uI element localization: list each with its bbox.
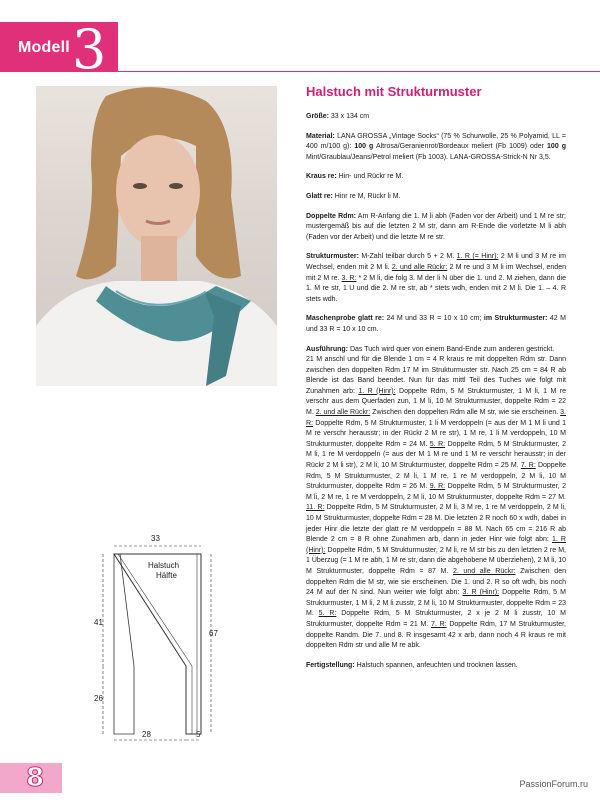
material-paragraph: Material: LANA GROSSA „Vintage Socks“ (75 % Schurwolle, 25 % Polyamid, LL = 400 m/100 g): 100 g Altrosa/Geranienrot/Bordeaux meliert (Fb 1009) oder 100 g Mint/Graublau/Jeans/Petrol meliert (Fb 1003). LANA-GROSSA-Strick-N Nr 3,5. — [306, 132, 566, 161]
glatt-paragraph: Glatt re: Hinr re M, Rückr li M. — [306, 192, 401, 200]
model-header — [0, 18, 118, 81]
dim-top-width: 33 — [151, 534, 160, 543]
page-number: 8 — [26, 763, 45, 793]
dim-bottom-right: 5 — [196, 730, 201, 739]
finishing-paragraph: Fertigstellung: Halstuch spannen, anfeuchten und trocknen lassen. — [306, 661, 518, 669]
dim-left-lower: 26 — [94, 694, 103, 703]
size-paragraph: Größe: 33 x 134 cm — [306, 113, 370, 120]
schematic-diagram — [96, 526, 236, 746]
diagram-label-2: Hälfte — [156, 571, 177, 580]
page-number-tab — [0, 763, 62, 793]
model-label: Modell — [18, 39, 70, 56]
model-number: 3 — [72, 18, 107, 81]
execution-steps: 21 M anschl und für die Blende 1 cm = 4 R kraus re mit doppelten Rdm str. Dann zwischen den doppelten Rdm 17 M im Strukturmuster str. Nach 25 cm = 84 R ab Blende ist das Band beendet. Nun für das mittl Teil des Tuches wie folgt mit Zunahmen arb: 1. R (Hinr): Doppelte Rdm, 5 M Strukturmuster, 1 M li, 1 M re verschr aus dem Querfaden zun, 1 M li, 10 M Strukturmuster, doppelte Rdm = 22 M. 2. und alle Rückr: Zwischen den doppelten Rdm alle M str, wie sie erscheinen. 3. R: Doppelte Rdm, 5 M Strukturmuster, 1 li M verdoppeln (= aus der M 1 M li und 1 M re verschr herausstr; in der Rückr 2 M re str), 1 M re, 1 li M verdoppeln, 10 M Strukturmuster, doppelte Rdm = 24 M. 5. R: Doppelte Rdm, 5 M Strukturmuster, 2 M li, 1 re M verdoppeln (= aus der M 1 M re und 1 M re verschr herausstr; in der Rückr 2 M li str), 2 M li, 10 M Strukturmuster, doppelte Rdm = 25 M. 7. R: Doppelte Rdm, 5 M Strukturmuster, 2 M li, 1 M re, 1 re M verdoppeln, 2 M li, 10 M Strukturmuster, doppelte Rdm = 26 M. 9. R: Doppelte Rdm, 5 M Strukturmuster, 2 M li, 2 M re, 1 re M verdoppeln, 2 M li, 10 M Strukturmuster, doppelte Rdm = 27 M. 11. R: Doppelte Rdm, 5 M Strukturmuster, 2 M li, 3 M re, 1 re M verdoppeln, 2 M li, 10 M Strukturmuster, doppelte Rdm = 28 M. Die letzten 2 R noch 60 x wdh, dabei in jeder Hinr die letzte der glatt re M verdoppeln = 88 M. Nach 65 cm = 216 R ab Blende 2 cm = 8 R ohne Zunahmen arb, dann in jeder Hinr wie folgt abn: 1. R (Hinr): Doppelte Rdm, 5 M Strukturmuster, 2 M li, re M str bis zu den letzten 2 re M, 1 Überzug (= 1 M re abh, 1 M re str, dann die abgehobene M überziehen), 2 M li, 10 M Strukturmuster, doppelte Rdm = 87 M. 2. und alle Rückr: Zwischen den doppelten Rdm die M str, wie sie erscheinen. Die 1. und 2. R so oft wdh, bis noch 24 M auf der N sind. Nun weiter wie folgt abn: 3. R (Hinr): Doppelte Rdm, 5 M Strukturmuster, 1 M li, 2 M li zusstr, 2 M li, 10 M Strukturmuster, doppelte Rdm = 23 M. 5. R: Doppelte Rdm, 5 M Strukturmuster, 2 x je 2 M li zusstr, 10 M Strukturmuster, doppelte Rdm = 21 M. 7. R: Doppelte Rdm, 17 M Strukturmuster, doppelte Randm. Die 7. und 8. R insgesamt 42 x arb, dann noch 4 R kraus re mit doppelten Rdm str und alle M re abk. — [306, 356, 567, 650]
gauge-paragraph: Maschenprobe glatt re: 24 M und 33 R = 10 x 10 cm; im Strukturmuster: 42 M und 33 R = 10 x 10 cm. — [306, 315, 567, 333]
model-photo — [36, 86, 277, 386]
execution-paragraph: Ausführung: Das Tuch wird quer von einem Band-Ende zum anderen gestrickt. — [306, 345, 555, 353]
dim-bottom-left: 28 — [142, 730, 151, 739]
watermark: PassionForum.ru — [519, 779, 588, 789]
pattern-paragraph: Strukturmuster: M-Zahl teilbar durch 5 + 2 M. 1. R (= Hinr): 2 M li und 3 M re im Wechsel, enden mit 2 M li. 2. und alle Rückr: 2 M re und 3 M li im Wechsel, enden mit 2 M re. 3. R: * 2 M li, die folg 3. M der li N über die 1. und 2. M ziehen, dann die 1. M re str, 1 U und die 2. M re str, ab * stets wdh, enden mit 2 M li. Die 1. – 4. R stets wdh. — [306, 253, 566, 303]
pattern-title: Halstuch mit Strukturmuster — [306, 84, 482, 99]
instructions-text — [306, 112, 566, 680]
edge-paragraph: Doppelte Rdm: Am R-Anfang die 1. M li abh (Faden vor der Arbeit) und 1 M re str; mustergemäß bis auf die letzten 2 M str, dann am R-Ende die vorletzte M li abh (Faden vor der Arbeit) und die letzte M re str. — [306, 212, 566, 241]
diagram-label-1: Halstuch — [148, 561, 180, 570]
photo-illustration — [36, 86, 277, 386]
dim-right: 67 — [209, 629, 218, 638]
dim-left-upper: 41 — [94, 618, 103, 627]
header-divider — [118, 71, 600, 72]
kraus-paragraph: Kraus re: Hin- und Rückr re M. — [306, 173, 404, 181]
